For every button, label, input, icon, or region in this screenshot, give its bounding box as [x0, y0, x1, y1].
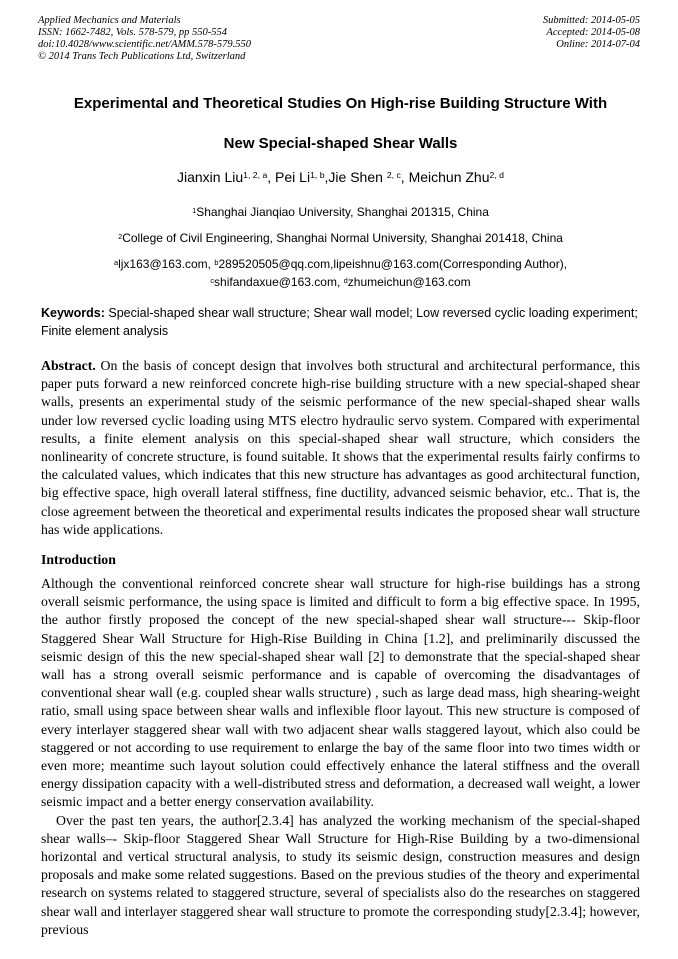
abstract-text: On the basis of concept design that involves both structural and architectural performance, this paper puts forward a new reinforced concrete high-rise building structure with a new special-shaped shear walls, presents an experimental study of the seismic performance of the new special-shaped shear walls under low reversed cyclic loading using MTS electro hydraulic servo system. Compared with experimental results, a finite element analysis on this special-shaped shear wall structure, which considers the nonlinearity of concrete structure, is found suitable. It shows that the experimental results fairly confirms to the calculated values, which indicates that this new structure has advantages as good architectural function, big effective space, high overall lateral stiffness, fine ductility, advanced seismic behavior, etc.. That is, the close agreement between the theoretical and experimental results indicates the proposed shear wall structure has wide applications. — [41, 358, 640, 537]
email-a-text: ljx163@163.com, — [118, 257, 215, 271]
email-c-mark: c — [210, 275, 215, 285]
journal-header — [0, 0, 678, 63]
affiliation-1-text: Shanghai Jianqiao University, Shanghai 201315, China — [196, 205, 489, 219]
keywords-label: Keywords: — [41, 306, 105, 320]
introduction-heading: Introduction — [41, 552, 116, 568]
emails-line-2 — [41, 273, 640, 291]
author-2-name: , Pei Li — [267, 169, 311, 185]
affiliation-1 — [41, 205, 640, 220]
journal-header-left — [38, 15, 251, 63]
email-b-mark: b — [214, 257, 219, 267]
submitted-date: Submitted: 2014-05-05 — [542, 15, 640, 26]
emails-line-1 — [41, 255, 640, 273]
journal-name: Applied Mechanics and Materials — [38, 15, 181, 26]
email-d-text: zhumeichun@163.com — [347, 275, 471, 289]
email-c-text: shifandaxue@163.com, — [214, 275, 344, 289]
journal-copyright-line: © 2014 Trans Tech Publications Ltd, Switzerland — [38, 51, 246, 62]
author-4-name: , Meichun Zhu — [400, 169, 490, 185]
affiliation-2-text: College of Civil Engineering, Shanghai Normal University, Shanghai 201418, China — [122, 231, 563, 245]
emails-block — [41, 255, 640, 291]
author-1-name: Jianxin Liu — [177, 169, 244, 185]
accepted-date: Accepted: 2014-05-08 — [546, 27, 640, 38]
keywords-text: Special-shaped shear wall structure; Shear wall model; Low reversed cyclic loading experiment; Finite element analysis — [41, 306, 638, 338]
email-a-mark: a — [113, 257, 119, 267]
paper-title-line-1: Experimental and Theoretical Studies On High-rise Building Structure With — [73, 95, 608, 112]
journal-header-right — [543, 15, 640, 63]
abstract-block — [41, 357, 640, 539]
paper-title-line-2: New Special-shaped Shear Walls — [223, 135, 458, 152]
keywords-block — [41, 304, 640, 340]
online-date: Online: 2014-07-04 — [556, 39, 640, 50]
author-3-name: ,Jie Shen — [324, 169, 387, 185]
introduction-paragraph-1: Although the conventional reinforced concrete shear wall structure for high-rise buildings has a strong overall seismic performance, the using space is limited and difficult to form a big effective space. In 1995, the author firstly proposed the concept of the new special-shaped shear wall structure--- Skip-floor Staggered Shear Wall Structure for High-Rise Building in China [1.2], and preliminarily discussed the seismic design of this the new special-shaped shear wall [2] to demonstrate that the special-shaped shear wall has a strong overall seismic performance and is capable of overcoming the disadvantages of conventional shear wall (e.g. coupled shear walls structure) , such as large dead mass, high shearing-weight ratio, small using space between shear walls and inflexible floor layout. This new structure is composed of every interlayer staggered shear wall with two adjacent shear walls staggered layout, which also could be staggered or not according to use requirement to enlarge the bay of the same floor into two times width or even more; meantime such layout solution could effectively enhance the lateral stiffness and the overall energy dissipation capacity with a well-distributed stress and deformation, a decreased wall weight, a lower seismic impact and a better energy conservation availability. — [41, 576, 640, 810]
authors-line — [41, 169, 640, 186]
author-4-affil-marks: 2, d — [489, 170, 504, 181]
affiliation-2-mark: 2 — [118, 231, 123, 241]
email-d-mark: d — [343, 275, 348, 285]
journal-doi-line: doi:10.4028/www.scientific.net/AMM.578-579.550 — [38, 39, 251, 50]
page-content — [0, 95, 678, 939]
author-1-affil-marks: 1, 2, a — [243, 170, 268, 181]
affiliation-1-mark: 1 — [192, 205, 197, 215]
introduction-paragraph-2: Over the past ten years, the author[2.3.4] has analyzed the working mechanism of the special-shaped shear walls–- Skip-floor Staggered Shear Wall Structure for High-Rise Building by a two-dimensional horizontal and vertical structural analysis, to study its seismic design, construction measures and design proposals and make some related suggestions. Based on the previous studies of the theory and experimental research on systems related to staggered structure, several of specialists also do the researches on staggered shear wall and interlayer staggered shear wall structure to promote the corresponding study[2.3.4]; however, previous — [41, 812, 640, 937]
affiliation-2 — [41, 231, 640, 246]
journal-issn-line: ISSN: 1662-7482, Vols. 578-579, pp 550-554 — [38, 27, 227, 38]
abstract-label: Abstract. — [41, 358, 96, 373]
author-2-affil-marks: 1, b — [310, 170, 325, 181]
email-b-text: 289520505@qq.com,lipeishnu@163.com(Corresponding Author), — [218, 257, 568, 271]
author-3-affil-marks: 2, c — [386, 170, 401, 181]
